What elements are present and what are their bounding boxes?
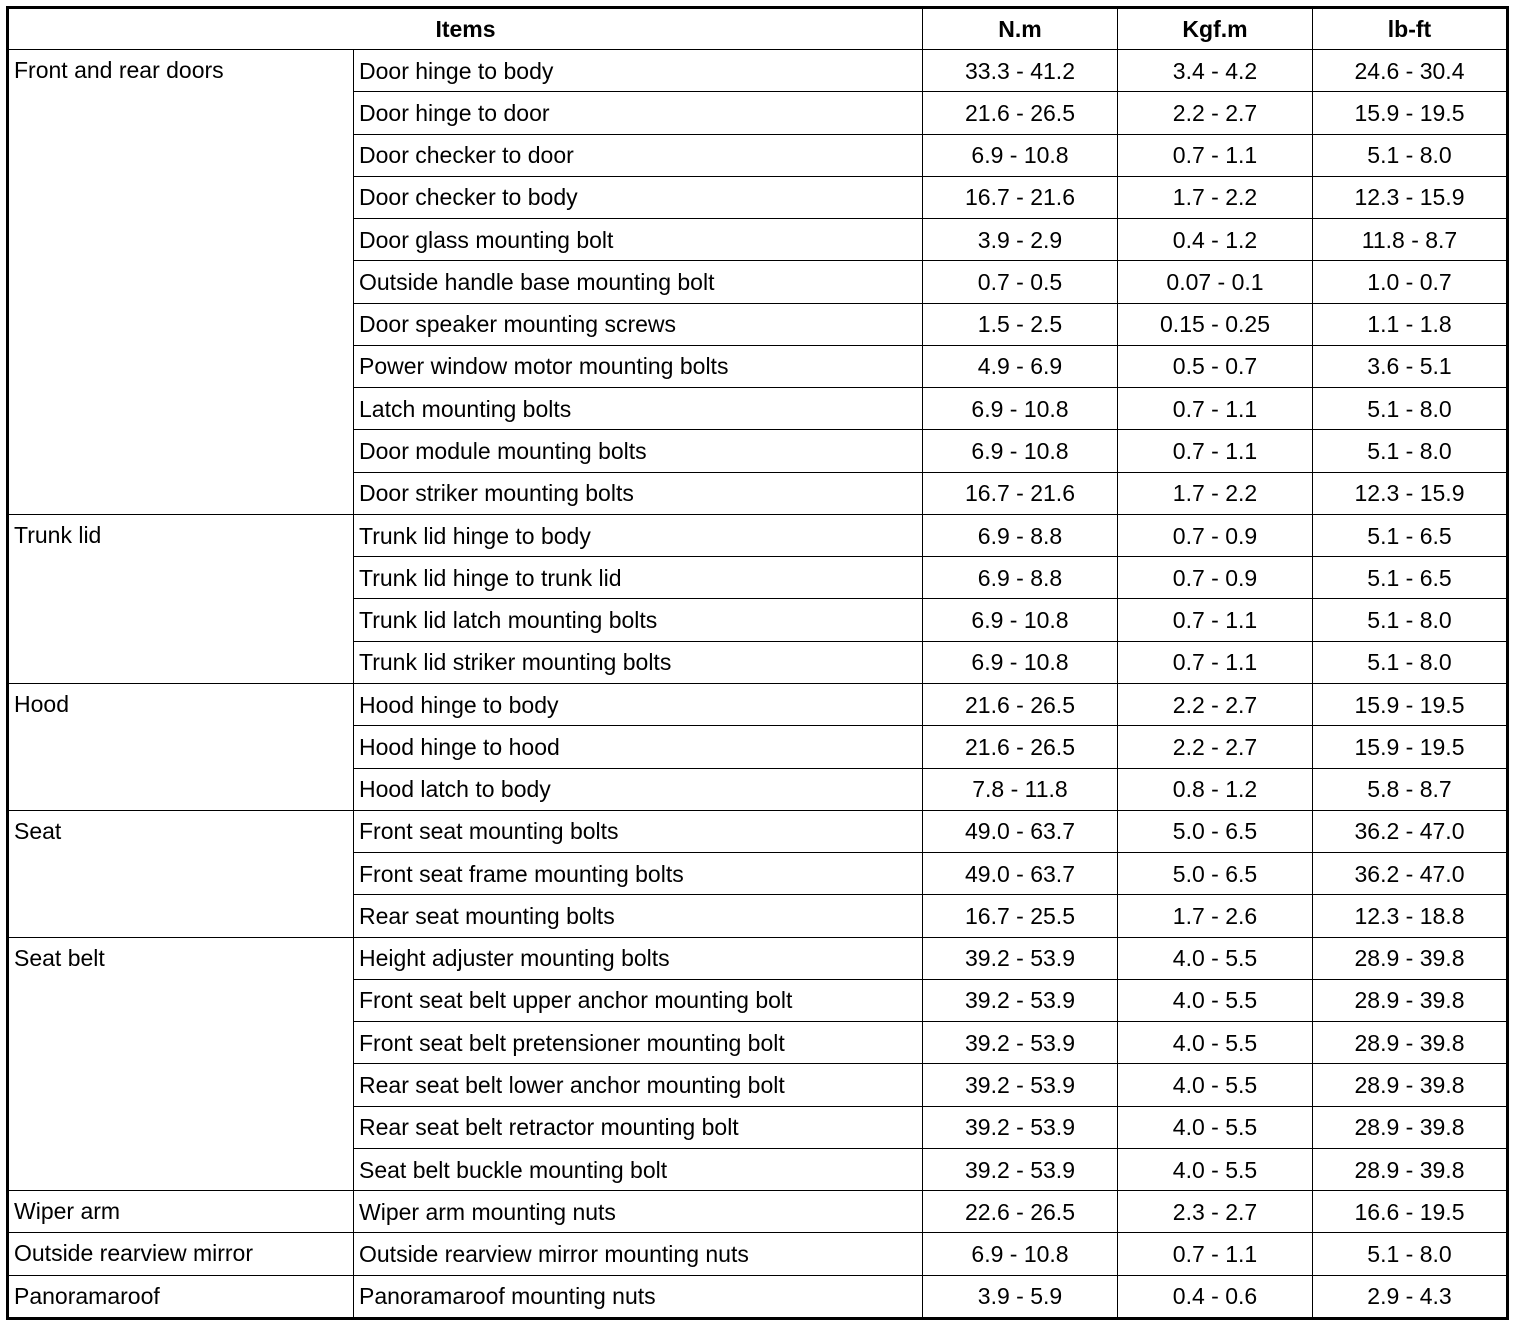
item-name: Hood latch to body xyxy=(354,768,923,810)
kgfm-value: 0.7 - 1.1 xyxy=(1118,641,1313,683)
lbft-value: 28.9 - 39.8 xyxy=(1313,937,1508,979)
group-label: Wiper arm xyxy=(8,1191,354,1233)
nm-value: 6.9 - 10.8 xyxy=(923,388,1118,430)
header-items: Items xyxy=(8,8,923,50)
group-label: Seat xyxy=(8,810,354,937)
nm-value: 6.9 - 10.8 xyxy=(923,641,1118,683)
header-lbft: lb-ft xyxy=(1313,8,1508,50)
table-row xyxy=(8,1275,1508,1318)
nm-value: 22.6 - 26.5 xyxy=(923,1191,1118,1233)
nm-value: 33.3 - 41.2 xyxy=(923,50,1118,92)
lbft-value: 5.1 - 6.5 xyxy=(1313,514,1508,556)
item-name: Outside rearview mirror mounting nuts xyxy=(354,1233,923,1275)
item-name: Door striker mounting bolts xyxy=(354,472,923,514)
lbft-value: 28.9 - 39.8 xyxy=(1313,1064,1508,1106)
torque-spec-table xyxy=(6,6,1509,1320)
lbft-value: 16.6 - 19.5 xyxy=(1313,1191,1508,1233)
lbft-value: 12.3 - 15.9 xyxy=(1313,472,1508,514)
group-label: Trunk lid xyxy=(8,514,354,683)
lbft-value: 24.6 - 30.4 xyxy=(1313,50,1508,92)
item-name: Door glass mounting bolt xyxy=(354,219,923,261)
item-name: Door speaker mounting screws xyxy=(354,303,923,345)
item-name: Hood hinge to hood xyxy=(354,726,923,768)
item-name: Front seat belt upper anchor mounting bolt xyxy=(354,979,923,1021)
group-label: Hood xyxy=(8,683,354,810)
item-name: Height adjuster mounting bolts xyxy=(354,937,923,979)
lbft-value: 11.8 - 8.7 xyxy=(1313,219,1508,261)
table-row xyxy=(8,50,1508,92)
nm-value: 6.9 - 10.8 xyxy=(923,134,1118,176)
table-row xyxy=(8,1233,1508,1275)
item-name: Rear seat belt retractor mounting bolt xyxy=(354,1106,923,1148)
lbft-value: 5.1 - 8.0 xyxy=(1313,1233,1508,1275)
kgfm-value: 0.7 - 1.1 xyxy=(1118,134,1313,176)
lbft-value: 1.1 - 1.8 xyxy=(1313,303,1508,345)
item-name: Front seat frame mounting bolts xyxy=(354,853,923,895)
nm-value: 16.7 - 21.6 xyxy=(923,472,1118,514)
nm-value: 6.9 - 10.8 xyxy=(923,599,1118,641)
lbft-value: 5.1 - 8.0 xyxy=(1313,388,1508,430)
item-name: Door checker to door xyxy=(354,134,923,176)
header-nm: N.m xyxy=(923,8,1118,50)
kgfm-value: 1.7 - 2.2 xyxy=(1118,176,1313,218)
item-name: Hood hinge to body xyxy=(354,683,923,725)
kgfm-value: 0.4 - 1.2 xyxy=(1118,219,1313,261)
group-label: Seat belt xyxy=(8,937,354,1191)
nm-value: 0.7 - 0.5 xyxy=(923,261,1118,303)
kgfm-value: 5.0 - 6.5 xyxy=(1118,810,1313,852)
lbft-value: 5.8 - 8.7 xyxy=(1313,768,1508,810)
item-name: Trunk lid hinge to body xyxy=(354,514,923,556)
nm-value: 39.2 - 53.9 xyxy=(923,1148,1118,1190)
header-row xyxy=(8,8,1508,50)
header-kgfm: Kgf.m xyxy=(1118,8,1313,50)
group-label: Front and rear doors xyxy=(8,50,354,515)
lbft-value: 12.3 - 18.8 xyxy=(1313,895,1508,937)
item-name: Door checker to body xyxy=(354,176,923,218)
nm-value: 21.6 - 26.5 xyxy=(923,683,1118,725)
kgfm-value: 0.7 - 1.1 xyxy=(1118,388,1313,430)
item-name: Door hinge to body xyxy=(354,50,923,92)
table-row xyxy=(8,937,1508,979)
kgfm-value: 2.2 - 2.7 xyxy=(1118,726,1313,768)
item-name: Trunk lid striker mounting bolts xyxy=(354,641,923,683)
lbft-value: 5.1 - 8.0 xyxy=(1313,599,1508,641)
lbft-value: 28.9 - 39.8 xyxy=(1313,1022,1508,1064)
kgfm-value: 1.7 - 2.6 xyxy=(1118,895,1313,937)
item-name: Front seat mounting bolts xyxy=(354,810,923,852)
nm-value: 6.9 - 10.8 xyxy=(923,430,1118,472)
nm-value: 39.2 - 53.9 xyxy=(923,1022,1118,1064)
nm-value: 39.2 - 53.9 xyxy=(923,979,1118,1021)
group-label: Outside rearview mirror xyxy=(8,1233,354,1275)
kgfm-value: 2.3 - 2.7 xyxy=(1118,1191,1313,1233)
nm-value: 6.9 - 8.8 xyxy=(923,557,1118,599)
kgfm-value: 3.4 - 4.2 xyxy=(1118,50,1313,92)
nm-value: 16.7 - 21.6 xyxy=(923,176,1118,218)
kgfm-value: 0.15 - 0.25 xyxy=(1118,303,1313,345)
nm-value: 39.2 - 53.9 xyxy=(923,937,1118,979)
item-name: Front seat belt pretensioner mounting bolt xyxy=(354,1022,923,1064)
lbft-value: 15.9 - 19.5 xyxy=(1313,92,1508,134)
lbft-value: 3.6 - 5.1 xyxy=(1313,345,1508,387)
lbft-value: 28.9 - 39.8 xyxy=(1313,979,1508,1021)
nm-value: 6.9 - 8.8 xyxy=(923,514,1118,556)
table-body xyxy=(8,50,1508,1319)
kgfm-value: 0.07 - 0.1 xyxy=(1118,261,1313,303)
kgfm-value: 0.7 - 1.1 xyxy=(1118,599,1313,641)
nm-value: 39.2 - 53.9 xyxy=(923,1064,1118,1106)
nm-value: 3.9 - 2.9 xyxy=(923,219,1118,261)
table-row xyxy=(8,514,1508,556)
kgfm-value: 4.0 - 5.5 xyxy=(1118,979,1313,1021)
item-name: Trunk lid latch mounting bolts xyxy=(354,599,923,641)
kgfm-value: 1.7 - 2.2 xyxy=(1118,472,1313,514)
kgfm-value: 5.0 - 6.5 xyxy=(1118,853,1313,895)
lbft-value: 15.9 - 19.5 xyxy=(1313,683,1508,725)
item-name: Door hinge to door xyxy=(354,92,923,134)
lbft-value: 2.9 - 4.3 xyxy=(1313,1275,1508,1318)
lbft-value: 36.2 - 47.0 xyxy=(1313,853,1508,895)
item-name: Latch mounting bolts xyxy=(354,388,923,430)
nm-value: 1.5 - 2.5 xyxy=(923,303,1118,345)
kgfm-value: 0.7 - 1.1 xyxy=(1118,430,1313,472)
item-name: Power window motor mounting bolts xyxy=(354,345,923,387)
table-row xyxy=(8,1191,1508,1233)
lbft-value: 36.2 - 47.0 xyxy=(1313,810,1508,852)
nm-value: 16.7 - 25.5 xyxy=(923,895,1118,937)
kgfm-value: 0.7 - 0.9 xyxy=(1118,557,1313,599)
kgfm-value: 0.7 - 0.9 xyxy=(1118,514,1313,556)
item-name: Door module mounting bolts xyxy=(354,430,923,472)
kgfm-value: 4.0 - 5.5 xyxy=(1118,937,1313,979)
nm-value: 39.2 - 53.9 xyxy=(923,1106,1118,1148)
item-name: Rear seat mounting bolts xyxy=(354,895,923,937)
lbft-value: 28.9 - 39.8 xyxy=(1313,1148,1508,1190)
nm-value: 49.0 - 63.7 xyxy=(923,853,1118,895)
kgfm-value: 0.8 - 1.2 xyxy=(1118,768,1313,810)
lbft-value: 5.1 - 8.0 xyxy=(1313,430,1508,472)
kgfm-value: 2.2 - 2.7 xyxy=(1118,683,1313,725)
table-row xyxy=(8,683,1508,725)
nm-value: 21.6 - 26.5 xyxy=(923,92,1118,134)
nm-value: 3.9 - 5.9 xyxy=(923,1275,1118,1318)
nm-value: 7.8 - 11.8 xyxy=(923,768,1118,810)
kgfm-value: 0.7 - 1.1 xyxy=(1118,1233,1313,1275)
lbft-value: 5.1 - 6.5 xyxy=(1313,557,1508,599)
item-name: Rear seat belt lower anchor mounting bolt xyxy=(354,1064,923,1106)
kgfm-value: 0.4 - 0.6 xyxy=(1118,1275,1313,1318)
item-name: Wiper arm mounting nuts xyxy=(354,1191,923,1233)
nm-value: 49.0 - 63.7 xyxy=(923,810,1118,852)
item-name: Outside handle base mounting bolt xyxy=(354,261,923,303)
nm-value: 6.9 - 10.8 xyxy=(923,1233,1118,1275)
kgfm-value: 4.0 - 5.5 xyxy=(1118,1106,1313,1148)
lbft-value: 1.0 - 0.7 xyxy=(1313,261,1508,303)
kgfm-value: 4.0 - 5.5 xyxy=(1118,1148,1313,1190)
kgfm-value: 4.0 - 5.5 xyxy=(1118,1064,1313,1106)
item-name: Panoramaroof mounting nuts xyxy=(354,1275,923,1318)
item-name: Seat belt buckle mounting bolt xyxy=(354,1148,923,1190)
nm-value: 4.9 - 6.9 xyxy=(923,345,1118,387)
lbft-value: 5.1 - 8.0 xyxy=(1313,134,1508,176)
lbft-value: 12.3 - 15.9 xyxy=(1313,176,1508,218)
lbft-value: 15.9 - 19.5 xyxy=(1313,726,1508,768)
lbft-value: 28.9 - 39.8 xyxy=(1313,1106,1508,1148)
group-label: Panoramaroof xyxy=(8,1275,354,1318)
nm-value: 21.6 - 26.5 xyxy=(923,726,1118,768)
kgfm-value: 2.2 - 2.7 xyxy=(1118,92,1313,134)
kgfm-value: 4.0 - 5.5 xyxy=(1118,1022,1313,1064)
item-name: Trunk lid hinge to trunk lid xyxy=(354,557,923,599)
table-row xyxy=(8,810,1508,852)
lbft-value: 5.1 - 8.0 xyxy=(1313,641,1508,683)
kgfm-value: 0.5 - 0.7 xyxy=(1118,345,1313,387)
